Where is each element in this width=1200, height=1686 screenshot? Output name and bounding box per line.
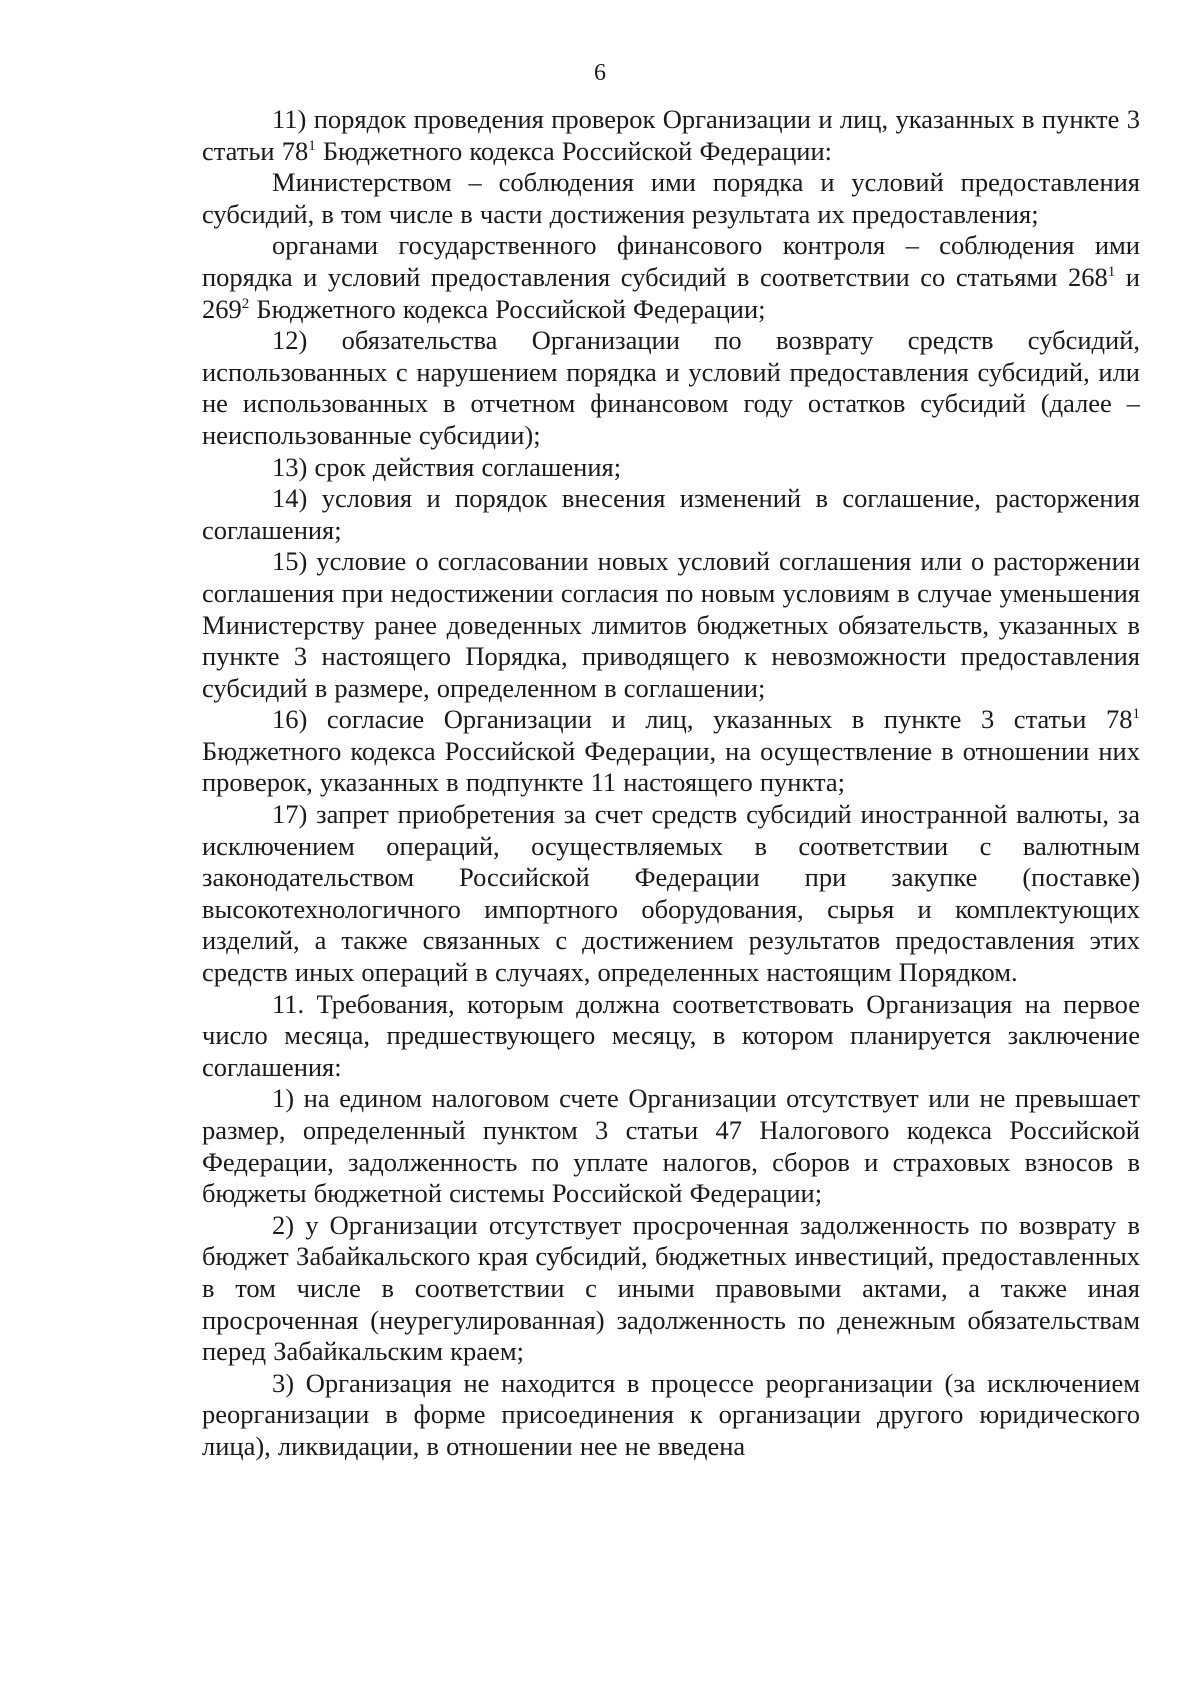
text-run: и 269 xyxy=(202,261,1140,324)
paragraph xyxy=(202,167,1140,230)
text-run: Министерством – соблюдения ими порядка и условий предоставления субсидий, в том числе в части достижения результата их предоставления; xyxy=(202,167,1140,229)
text-run: органами государственного финансового контроля – соблюдения ими порядка и условий предоставления субсидий в соответствии со статьями 268 xyxy=(202,230,1140,292)
text-run: 16) согласие Организации и лиц, указанных в пункте 3 статьи 78 xyxy=(272,704,1133,735)
page-number: 6 xyxy=(594,60,606,86)
text-run: Бюджетного кодекса Российской Федерации; xyxy=(249,293,766,324)
superscript: 1 xyxy=(1132,706,1140,723)
superscript: 1 xyxy=(308,137,316,154)
paragraph xyxy=(202,483,1140,546)
paragraph xyxy=(202,1083,1140,1209)
text-run: 11. Требования, которым должна соответствовать Организация на первое число месяца, предшествующего месяцу, в котором планируется заключение соглашения: xyxy=(202,988,1140,1082)
text-run: 1) на едином налоговом счете Организации отсутствует или не превышает размер, определенный пунктом 3 статьи 47 Налогового кодекса Российской Федерации, задолженность по уплате налогов, сборов и страховых взносов в бюджеты бюджетной системы Российской Федерации; xyxy=(202,1083,1140,1209)
paragraph xyxy=(202,546,1140,704)
paragraph xyxy=(202,989,1140,1084)
text-run: 14) условия и порядок внесения изменений в соглашение, расторжения соглашения; xyxy=(202,483,1140,545)
text-run: Бюджетного кодекса Российской Федерации, на осуществление в отношении них проверок, указанных в подпункте 11 настоящего пункта; xyxy=(202,735,1140,798)
text-run: 11) порядок проведения проверок Организации и лиц, указанных в пункте 3 статьи 78 xyxy=(202,104,1140,166)
text-run: 17) запрет приобретения за счет средств субсидий иностранной валюты, за исключением операций, осуществляемых в соответствии с валютным законодательством Российской Федерации при закупке (поставке) высокотехнологичного импортного оборудования, сырья и комплектующих изделий, а также связанных с достижением результатов предоставления этих средств иных операций в случаях, определенных настоящим Порядком. xyxy=(202,799,1140,988)
text-run: 3) Организация не находится в процессе реорганизации (за исключением реорганизации в форме присоединения к организации другого юридического лица), ликвидации, в отношении нее не введена xyxy=(202,1367,1140,1461)
superscript: 2 xyxy=(241,295,250,312)
paragraph xyxy=(202,799,1140,989)
paragraph xyxy=(202,1210,1140,1368)
paragraph xyxy=(202,704,1140,799)
text-run: 15) условие о согласовании новых условий соглашения или о расторжении соглашения при недостижении согласия по новым условиям в случае уменьшения Министерству ранее доведенных лимитов бюджетных обязательств, указанных в пункте 3 настоящего Порядка, приводящего к невозможности предоставления субсидий в размере, определенном в соглашении; xyxy=(202,546,1140,703)
document-body xyxy=(202,104,1140,1463)
text-run: 12) обязательства Организации по возврату средств субсидий, использованных с нарушением порядка и условий предоставления субсидий, или не использованных в отчетном финансовом году остатков субсидий (далее – неиспользованные субсидии); xyxy=(202,325,1140,450)
paragraph xyxy=(202,1368,1140,1463)
paragraph xyxy=(202,104,1140,167)
superscript: 1 xyxy=(1107,264,1116,281)
paragraph xyxy=(202,325,1140,451)
paragraph xyxy=(202,230,1140,325)
text-run: 13) срок действия соглашения; xyxy=(272,451,622,482)
text-run: 2) у Организации отсутствует просроченная задолженность по возврату в бюджет Забайкальского края субсидий, бюджетных инвестиций, предоставленных в том числе в соответствии с иными правовыми актами, а также иная просроченная (неурегулированная) задолженность по денежным обязательствам перед Забайкальским краем; xyxy=(202,1209,1140,1367)
paragraph xyxy=(202,452,1140,484)
text-run: Бюджетного кодекса Российской Федерации: xyxy=(315,135,832,166)
